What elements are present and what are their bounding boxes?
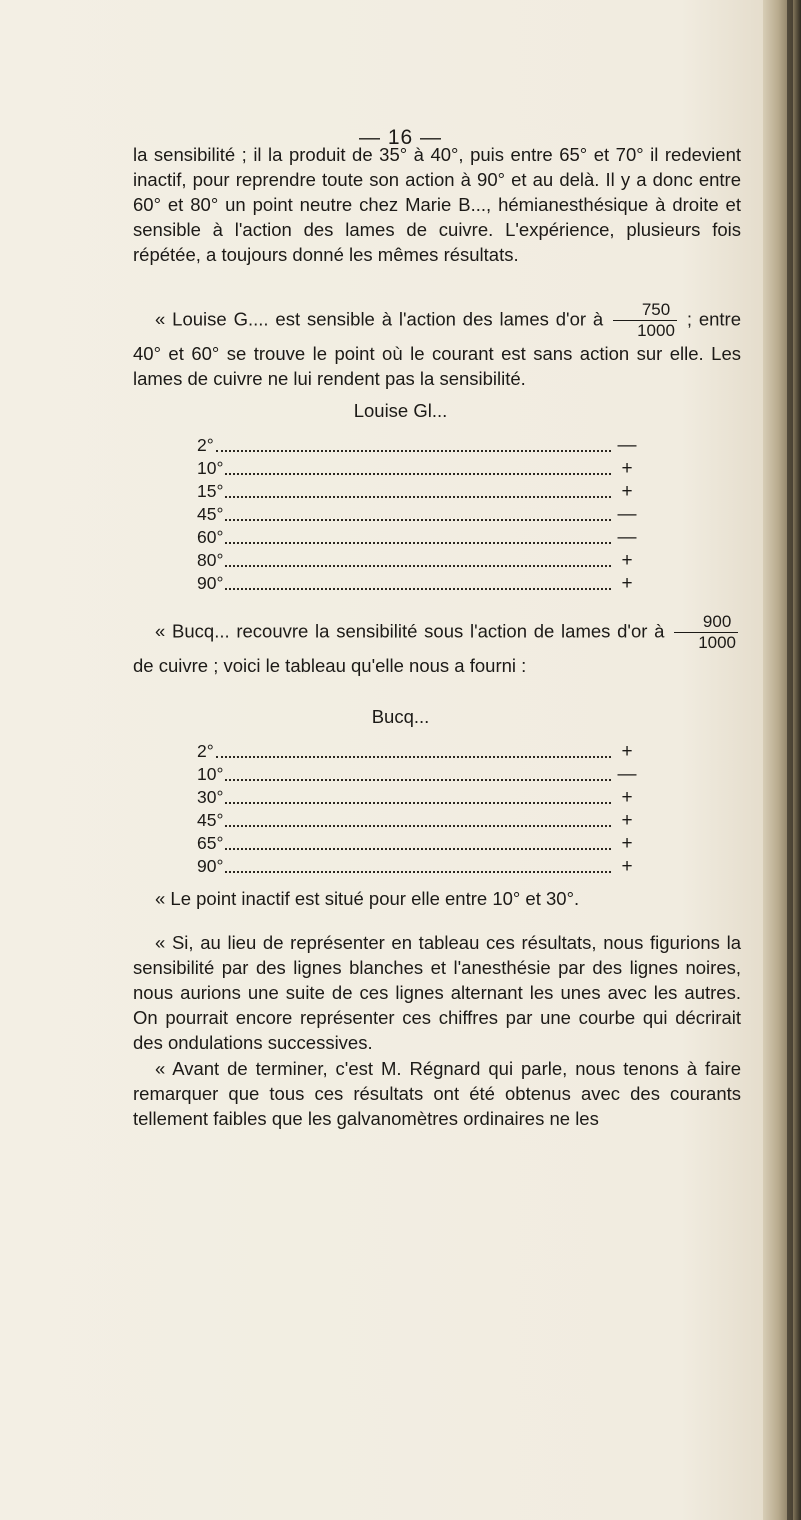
dot-leader: [225, 802, 611, 804]
row-sign: +: [621, 481, 633, 502]
book-binding-shadow: [763, 0, 801, 1520]
paragraph-text: « Avant de terminer, c'est M. Régnard qui parle, nous tenons à faire remarquer que tous ces résultats ont été obtenus avec des courants tellement faibles que les galvanomètres ordinaires ne les: [133, 1058, 741, 1129]
dot-leader: [225, 588, 611, 590]
paragraph-louise: [133, 300, 741, 391]
row-degree: 45°: [197, 810, 224, 830]
row-sign: +: [621, 787, 633, 808]
text-before-fraction: « Louise G.... est sensible à l'action des lames d'or à: [155, 308, 604, 330]
row-degree: 2°: [197, 741, 214, 761]
row-sign: +: [621, 573, 633, 594]
row-degree: 10°: [197, 764, 224, 784]
table-row: [197, 480, 637, 503]
row-sign: +: [621, 856, 633, 877]
row-sign: —: [617, 764, 637, 785]
table-row: [197, 763, 637, 786]
text-before-fraction: « Bucq... recouvre la sensibilité sous l'action de lames d'or à: [155, 620, 665, 642]
row-sign: —: [617, 527, 637, 548]
row-sign: —: [617, 435, 637, 456]
dot-leader: [225, 825, 611, 827]
paragraph-text: [133, 300, 741, 391]
table-row: [197, 457, 637, 480]
row-degree: 10°: [197, 458, 224, 478]
page-number: — 16 —: [358, 126, 443, 149]
dot-leader: [225, 871, 611, 873]
row-sign: +: [621, 741, 633, 762]
row-degree: 90°: [197, 573, 224, 593]
paragraph-text: la sensibilité ; il la produit de 35° à 40°, puis entre 65° et 70° il redevient inactif, pour reprendre toute son action à 90° et au delà. Il y a donc entre 60° et 80° un point neutre chez Marie B..., hémianesthésique à droite et sensible à l'action des lames de cuivre. L'expérience, plusieurs fois répétée, a toujours donné les mêmes résultats.: [133, 144, 741, 265]
table-row: [197, 786, 637, 809]
paragraph-text: « Le point inactif est situé pour elle entre 10° et 30°.: [155, 888, 580, 909]
paragraph-marie: [133, 142, 741, 267]
text-after-fraction: de cuivre ; voici le tableau qu'elle nous a fourni :: [133, 655, 527, 676]
dot-leader: [225, 779, 611, 781]
book-spine-edge: [787, 0, 793, 1520]
table-row: [197, 549, 637, 572]
table-louise-title: Louise Gl...: [353, 400, 448, 421]
fraction-750-1000: [613, 300, 677, 341]
table-row: [197, 809, 637, 832]
paragraph-regnard: [133, 1056, 741, 1131]
row-sign: +: [621, 810, 633, 831]
dot-leader: [225, 496, 611, 498]
row-sign: —: [617, 504, 637, 525]
paragraph-bucq: [133, 612, 741, 678]
row-degree: 30°: [197, 787, 224, 807]
dot-leader: [225, 542, 611, 544]
fraction-denominator: 1000: [674, 632, 738, 653]
row-degree: 80°: [197, 550, 224, 570]
text-after-fraction: ; entre 40° et 60° se trouve le point où le courant est sans action sur elle. Les lames de cuivre ne lui rendent pas la sensibilité.: [133, 308, 742, 389]
row-degree: 60°: [197, 527, 224, 547]
dot-leader: [225, 519, 611, 521]
dot-leader: [216, 450, 611, 452]
fraction-numerator: 900: [702, 612, 732, 631]
fraction-denominator: 1000: [613, 320, 677, 341]
table-row: [197, 572, 637, 595]
dot-leader: [225, 565, 611, 567]
row-sign: +: [621, 458, 633, 479]
paragraph-representation: [133, 930, 741, 1055]
paragraph-text: « Si, au lieu de représenter en tableau ces résultats, nous figurions la sensibilité par des lignes blanches et l'anesthésie par des lignes noires, nous aurions une suite de ces lignes alternant les unes avec les autres. On pourrait encore représenter ces chiffres par une courbe qui décrirait des ondulations successives.: [133, 932, 741, 1053]
row-degree: 15°: [197, 481, 224, 501]
row-sign: +: [621, 833, 633, 854]
table-row: [197, 855, 637, 878]
dot-leader: [216, 756, 611, 758]
table-row: [197, 832, 637, 855]
row-degree: 2°: [197, 435, 214, 455]
row-degree: 45°: [197, 504, 224, 524]
table-row: [197, 740, 637, 763]
fraction-900-1000: [674, 612, 738, 653]
table-louise: [197, 434, 637, 595]
table-bucq: [197, 740, 637, 878]
row-sign: +: [621, 550, 633, 571]
dot-leader: [225, 848, 611, 850]
paragraph-text: [133, 612, 741, 678]
dot-leader: [225, 473, 611, 475]
paragraph-inactive-point: [133, 886, 741, 911]
row-degree: 90°: [197, 856, 224, 876]
table-row: [197, 503, 637, 526]
table-bucq-title: Bucq...: [371, 706, 430, 727]
fraction-numerator: 750: [641, 300, 671, 319]
table-row: [197, 434, 637, 457]
row-degree: 65°: [197, 833, 224, 853]
table-row: [197, 526, 637, 549]
